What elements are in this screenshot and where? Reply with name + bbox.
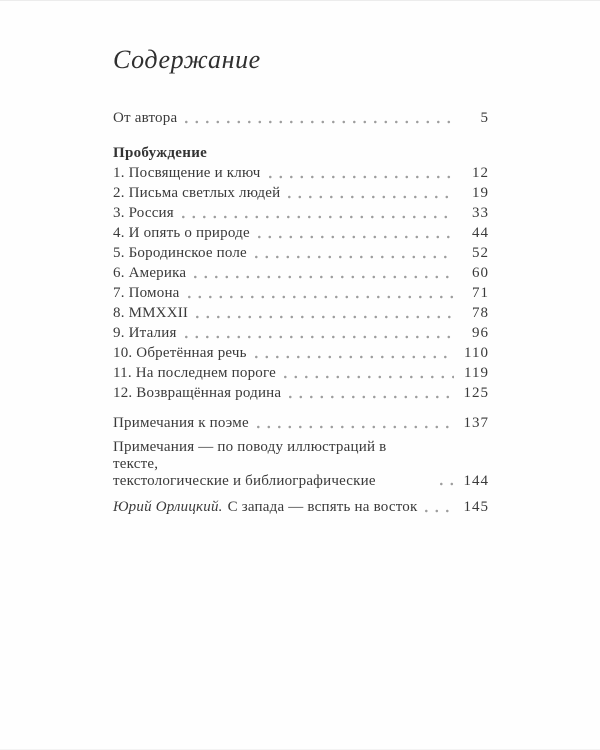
toc-entry: [113, 323, 489, 343]
entry-label: 9. Италия: [113, 325, 177, 341]
dot-leader: [255, 355, 454, 359]
entry-label: 8. MMXXII: [113, 305, 189, 321]
toc-entry-notes-illustrations: [113, 439, 489, 490]
toc-entry: [113, 343, 489, 363]
page-number: 96: [472, 325, 489, 341]
page-number: 33: [472, 205, 489, 221]
page-number: 125: [463, 385, 489, 401]
entry-label: 6. Америка: [113, 265, 187, 281]
entry-label: [113, 497, 417, 517]
dot-leader: [440, 482, 454, 486]
afterword-title: С запада — вспять на восток: [227, 499, 418, 515]
entry-label: Примечания к поэме: [113, 415, 249, 431]
page-number: 19: [472, 185, 489, 201]
toc-entry: [113, 223, 489, 243]
page-number: 44: [472, 225, 489, 241]
dot-leader: [185, 120, 454, 124]
toc-entry: [113, 243, 489, 263]
entry-label: 2. Письма светлых людей: [113, 185, 281, 201]
page-number: 71: [472, 285, 489, 301]
page-number: 110: [464, 345, 489, 361]
entry-label: От автора: [113, 110, 178, 126]
dot-leader: [284, 375, 454, 379]
page-title: Содержание: [113, 45, 261, 74]
entry-label: 5. Бородинское поле: [113, 245, 247, 261]
entry-label-line-1: Примечания — по поводу иллюстраций в тексте,: [113, 439, 387, 472]
toc-entry: [113, 283, 489, 303]
toc-entry-afterword: [113, 497, 489, 517]
dot-leader: [194, 275, 454, 279]
page-number: 52: [472, 245, 489, 261]
afterword-author: Юрий Орлицкий.: [113, 499, 223, 515]
entry-label: 3. Россия: [113, 205, 174, 221]
entry-label: 7. Помона: [113, 285, 180, 301]
toc-entry-front-matter: [113, 108, 489, 128]
toc-entry: [113, 383, 489, 403]
page-number: 78: [472, 305, 489, 321]
entry-label: [113, 439, 432, 490]
page-number: 144: [463, 473, 489, 489]
toc-entry-notes-poem: [113, 413, 489, 433]
dot-leader: [196, 315, 454, 319]
page-number: 12: [472, 165, 489, 181]
toc-entry: [113, 183, 489, 203]
dot-leader: [255, 255, 454, 259]
dot-leader: [257, 425, 454, 429]
table-of-contents: [113, 44, 489, 517]
dot-leader: [289, 395, 454, 399]
entry-label-line-2: текстологические и библиографические: [113, 473, 376, 489]
entry-label: 4. И опять о природе: [113, 225, 250, 241]
toc-entry: [113, 263, 489, 283]
toc-entry: [113, 163, 489, 183]
toc-entry: [113, 203, 489, 223]
dot-leader: [258, 235, 454, 239]
entry-label: 10. Обретённая речь: [113, 345, 247, 361]
dot-leader: [185, 335, 454, 339]
page-number: 119: [464, 365, 489, 381]
entry-label: 1. Посвящение и ключ: [113, 165, 261, 181]
dot-leader: [269, 175, 454, 179]
page-number: 137: [463, 415, 489, 431]
section-heading: Пробуждение: [113, 145, 208, 161]
toc-entry: [113, 303, 489, 323]
entry-label: 11. На последнем пороге: [113, 365, 276, 381]
dot-leader: [425, 509, 454, 513]
dot-leader: [188, 295, 454, 299]
dot-leader: [182, 215, 454, 219]
page-number: 145: [463, 499, 489, 515]
toc-entry: [113, 363, 489, 383]
entry-label: 12. Возвращённая родина: [113, 385, 282, 401]
dot-leader: [288, 195, 454, 199]
page-number: 5: [480, 110, 489, 126]
page-number: 60: [472, 265, 489, 281]
